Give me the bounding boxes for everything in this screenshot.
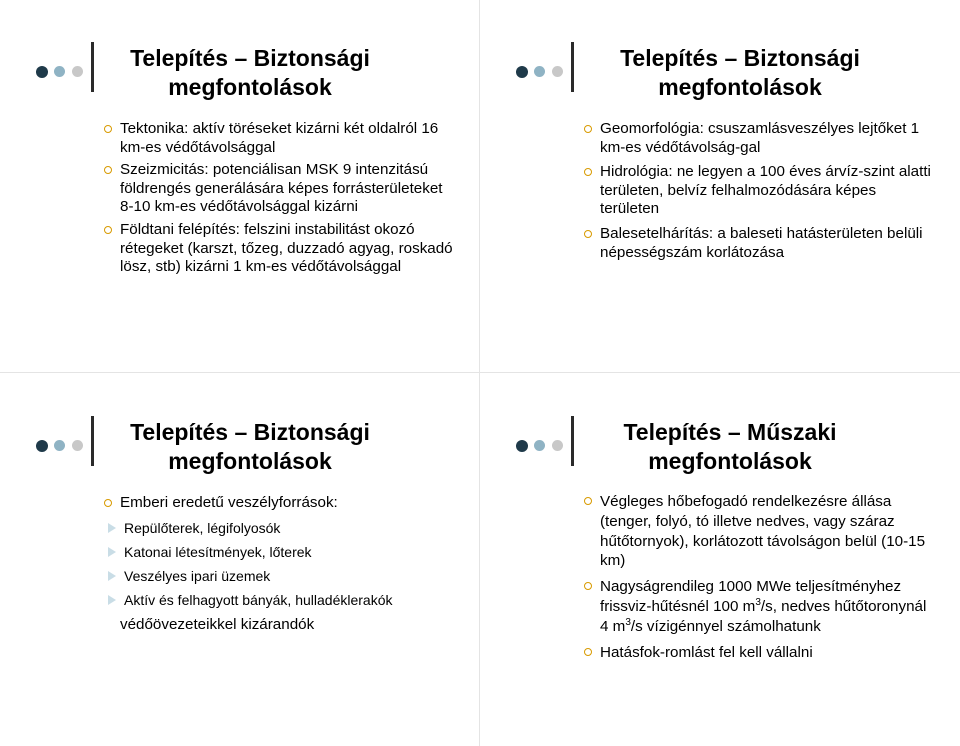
sub-item xyxy=(108,520,454,537)
dot-gray-icon xyxy=(552,66,563,77)
ring-bullet-icon xyxy=(584,582,592,590)
decor-dots xyxy=(36,66,96,80)
triangle-bullet-icon xyxy=(108,523,116,533)
list-item xyxy=(584,492,934,571)
item-text: Földtani felépítés: felszini instabilitást okozó rétegeket (karszt, tőzeg, duzzadó agyag, roskadó lösz, stb) kizárni 1 km-es védőtávolsággal xyxy=(120,220,453,276)
page-divider-horizontal xyxy=(0,372,960,373)
slide-title: Telepítés – Biztonsági megfontolások xyxy=(620,45,860,100)
slide-content xyxy=(584,120,934,262)
superscript: 3 xyxy=(755,596,761,608)
ring-bullet-icon xyxy=(584,168,592,176)
dot-blue-icon xyxy=(534,66,545,77)
decor-dots xyxy=(516,440,576,454)
title-bar xyxy=(571,416,574,466)
sub-item-text: Veszélyes ipari üzemek xyxy=(124,567,271,584)
slide-content xyxy=(104,120,454,277)
list-item xyxy=(104,221,454,277)
dot-gray-icon xyxy=(72,440,83,451)
trailing-text: védőövezeteikkel kizárandók xyxy=(120,615,315,633)
item-text: Tektonika: aktív töréseket kizárni két oldalról 16 km-es védőtávolsággal xyxy=(120,120,439,156)
title-bar xyxy=(91,416,94,466)
list-item xyxy=(584,643,934,663)
item-text: Emberi eredetű veszélyforrások: xyxy=(120,494,338,511)
item-text: /s, nedves hűtőtoronynál 4 m xyxy=(600,597,927,635)
list-item xyxy=(584,577,934,636)
dot-blue-icon xyxy=(534,440,545,451)
slide-title: Telepítés – Műszaki megfontolások xyxy=(623,419,837,474)
slide-3 xyxy=(0,374,480,746)
sub-item-text: Katonai létesítmények, lőterek xyxy=(124,543,312,560)
decor-dots xyxy=(516,66,576,80)
slide-4 xyxy=(480,374,960,746)
slide-content xyxy=(584,492,934,662)
list-item xyxy=(584,225,934,262)
slide-1 xyxy=(0,0,480,372)
sub-item-text: Aktív és felhagyott bányák, hulladéklerakók xyxy=(124,591,393,608)
item-text: Végleges hőbefogadó rendelkezésre állása (tenger, folyó, tó illetve nedves, vagy száraz hűtőtornyok), korlátozott távolságon belül (10-15 km) xyxy=(600,493,926,570)
item-text: Hidrológia: ne legyen a 100 éves árvíz-szint alatti területen, belvíz felhalmozódására képes területen xyxy=(600,163,931,218)
ring-bullet-icon xyxy=(104,125,112,133)
ring-bullet-icon xyxy=(584,497,592,505)
ring-bullet-icon xyxy=(584,125,592,133)
decor-dots xyxy=(36,440,96,454)
sub-item-text: Repülőterek, légifolyosók xyxy=(124,519,281,536)
superscript: 3 xyxy=(625,616,631,628)
item-text: /s vízigénnyel számolhatunk xyxy=(630,617,821,635)
item-text: Szeizmicitás: potenciálisan MSK 9 intenzitású földrengés generálására képes forrásterületeket 8-10 km-es védőtávolsággal kizárni xyxy=(120,161,443,216)
slide-2 xyxy=(480,0,960,372)
ring-bullet-icon xyxy=(584,230,592,238)
slide-title: Telepítés – Biztonsági megfontolások xyxy=(130,45,370,100)
sub-list xyxy=(108,520,454,609)
sub-item xyxy=(108,592,454,609)
list-item xyxy=(104,494,454,513)
ring-bullet-icon xyxy=(104,166,112,174)
dot-gray-icon xyxy=(72,66,83,77)
ring-bullet-icon xyxy=(104,226,112,234)
triangle-bullet-icon xyxy=(108,571,116,581)
list-item xyxy=(104,161,454,217)
item-text: Nagyságrendileg 1000 MWe teljesítményhez frissviz-hűtésnél 100 m xyxy=(600,578,902,615)
sub-item xyxy=(108,544,454,561)
item-text: Geomorfológia: csuszamlásveszélyes lejtőket 1 km-es védőtávolság-gal xyxy=(600,120,920,156)
sub-item xyxy=(108,568,454,585)
dot-blue-icon xyxy=(54,66,65,77)
item-text: Balesetelhárítás: a baleseti hatásterületen belüli népességszám korlátozása xyxy=(600,224,923,261)
title-bar xyxy=(91,42,94,92)
title-bar xyxy=(571,42,574,92)
triangle-bullet-icon xyxy=(108,595,116,605)
item-text: Hatásfok-romlást fel kell vállalni xyxy=(600,643,813,661)
dot-dark-icon xyxy=(36,66,48,78)
list-item xyxy=(584,163,934,219)
list-item xyxy=(104,120,454,157)
slide-content xyxy=(104,494,454,634)
dot-dark-icon xyxy=(516,66,528,78)
slide-title: Telepítés – Biztonsági megfontolások xyxy=(130,419,370,474)
dot-dark-icon xyxy=(36,440,48,452)
dot-gray-icon xyxy=(552,440,563,451)
triangle-bullet-icon xyxy=(108,547,116,557)
ring-bullet-icon xyxy=(584,648,592,656)
ring-bullet-icon xyxy=(104,499,112,507)
list-item xyxy=(584,120,934,157)
dot-dark-icon xyxy=(516,440,528,452)
dot-blue-icon xyxy=(54,440,65,451)
